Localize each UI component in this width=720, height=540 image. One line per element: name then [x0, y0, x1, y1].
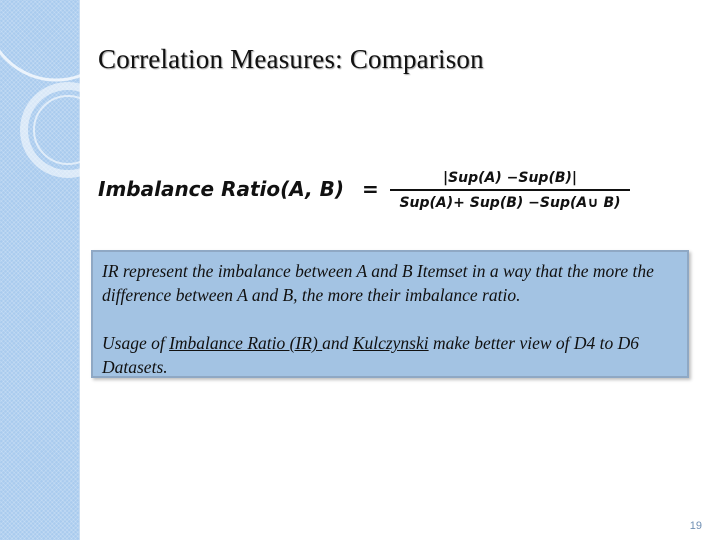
paragraph-2-middle: and: [322, 333, 353, 353]
imbalance-ratio-formula: [98, 165, 658, 225]
formula-numerator: |Sup(A) −Sup(B)|: [442, 170, 578, 186]
formula-equals-sign: =: [362, 177, 379, 201]
kulczynski-link[interactable]: Kulczynski: [352, 333, 429, 353]
formula-left-side: Imbalance Ratio(A, B): [98, 177, 345, 201]
page-number: 19: [689, 520, 702, 532]
formula-denominator: Sup(A)+ Sup(B) −Sup(A∪ B): [399, 195, 621, 211]
decorative-circle-small: [34, 96, 102, 164]
paragraph-2-suffix: make better view of D4 to D6 Datasets.: [102, 333, 640, 377]
explanation-paragraph-2: [102, 331, 677, 379]
slide-title: Correlation Measures: Comparison: [98, 44, 484, 74]
decorative-circle-medium: [24, 86, 112, 174]
paragraph-2-prefix: Usage of: [102, 333, 170, 353]
explanation-paragraph-1: IR represent the imbalance between A and B Itemset in a way that the more the difference between A and B, the more their imbalance ratio.: [102, 261, 654, 305]
explanation-textbox: [91, 250, 689, 378]
fraction-bar: [390, 189, 630, 191]
imbalance-ratio-link[interactable]: Imbalance Ratio (IR): [169, 333, 323, 353]
formula-fraction: [390, 168, 630, 218]
